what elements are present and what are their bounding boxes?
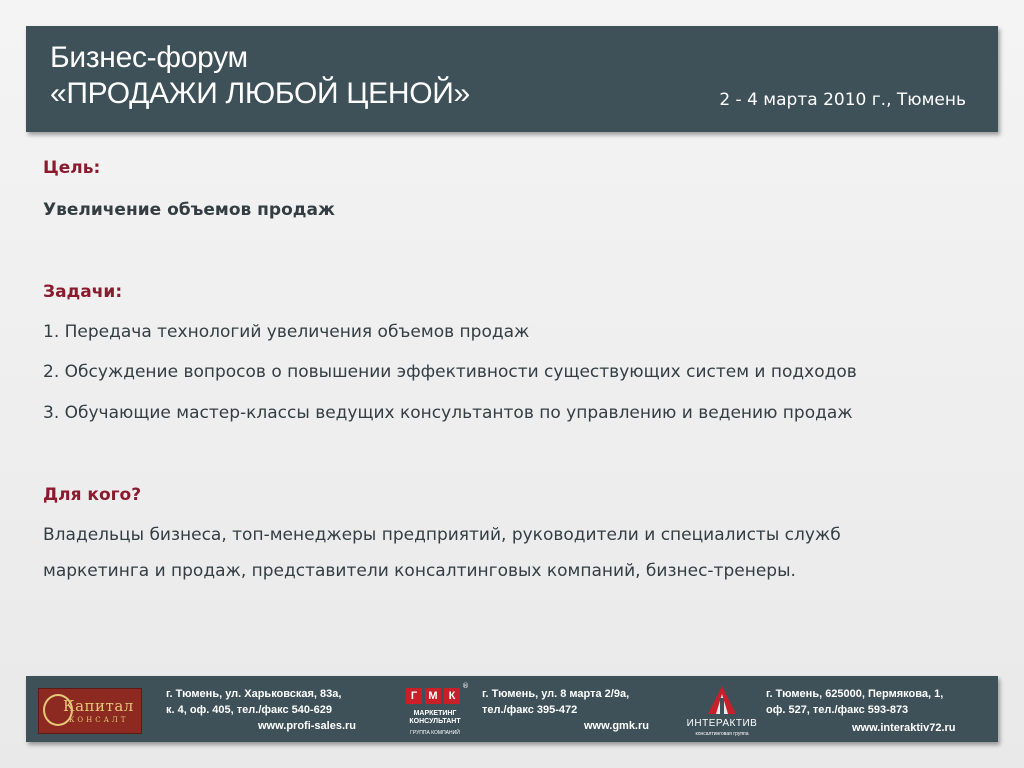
gmk-address <box>482 686 629 718</box>
interaktiv-logo <box>686 684 758 738</box>
gmk-address-line-1: г. Тюмень, ул. 8 марта 2/9а, <box>482 688 630 700</box>
kapital-logo-text: Капитал <box>63 697 134 715</box>
interaktiv-address-line-1: г. Тюмень, 625000, Пермякова, 1, <box>766 688 944 700</box>
gmk-logo-line-1: МАРКЕТИНГ <box>413 710 457 717</box>
interaktiv-address <box>766 686 943 718</box>
event-date: 2 - 4 марта 2010 г., Тюмень <box>719 90 966 110</box>
title-line-1: Бизнес-форум <box>50 41 248 74</box>
gmk-address-line-2: тел./факс 395-472 <box>482 704 578 716</box>
gmk-letter-k: К <box>444 688 460 704</box>
gmk-logo-line-3: ГРУППА КОМПАНИЙ <box>410 730 460 736</box>
registered-mark: ® <box>462 682 469 690</box>
title-line-2: «ПРОДАЖИ ЛЮБОЙ ЦЕНОЙ» <box>50 77 470 110</box>
interaktiv-logo-subtext: консалтинговая группа <box>695 731 749 737</box>
kapital-address-line-2: к. 4, оф. 405, тел./факс 540-629 <box>166 704 333 716</box>
gmk-url[interactable]: www.gmk.ru <box>584 720 649 732</box>
interaktiv-url[interactable]: www.interaktiv72.ru <box>852 722 956 734</box>
audience-line-2: маркетинга и продаж, представители консалтинговых компаний, бизнес-тренеры. <box>43 561 796 581</box>
kapital-logo-subtext: КОНСАЛТ <box>69 716 129 724</box>
interaktiv-pyramid-icon <box>686 684 758 718</box>
task-item-3: 3. Обучающие мастер-классы ведущих консультантов по управлению и ведению продаж <box>43 403 853 423</box>
kapital-url[interactable]: www.profi-sales.ru <box>258 720 357 732</box>
tasks-label: Задачи: <box>43 282 123 302</box>
task-item-1: 1. Передача технологий увеличения объемов продаж <box>43 322 530 342</box>
header-banner <box>26 26 998 132</box>
gmk-logo <box>404 682 469 738</box>
task-item-2: 2. Обсуждение вопросов о повышении эффективности существующих систем и подходов <box>43 362 857 382</box>
goal-text: Увеличение объемов продаж <box>43 200 335 220</box>
gmk-letter-m: М <box>425 688 441 704</box>
kapital-logo <box>38 688 142 734</box>
interaktiv-address-line-2: оф. 527, тел./факс 593-873 <box>766 704 909 716</box>
audience-line-1: Владельцы бизнеса, топ-менеджеры предприятий, руководители и специалисты служб <box>43 525 841 545</box>
kapital-address <box>166 686 341 718</box>
interaktiv-logo-text: ИНТЕРАКТИВ <box>686 718 758 729</box>
gmk-logo-line-2: КОНСУЛЬТАНТ <box>409 718 461 725</box>
footer-banner <box>26 676 998 742</box>
page-title <box>50 40 470 112</box>
gmk-letter-g: Г <box>406 688 422 704</box>
goal-label: Цель: <box>43 158 101 178</box>
audience-label: Для кого? <box>43 485 142 505</box>
kapital-address-line-1: г. Тюмень, ул. Харьковская, 83а, <box>166 688 342 700</box>
